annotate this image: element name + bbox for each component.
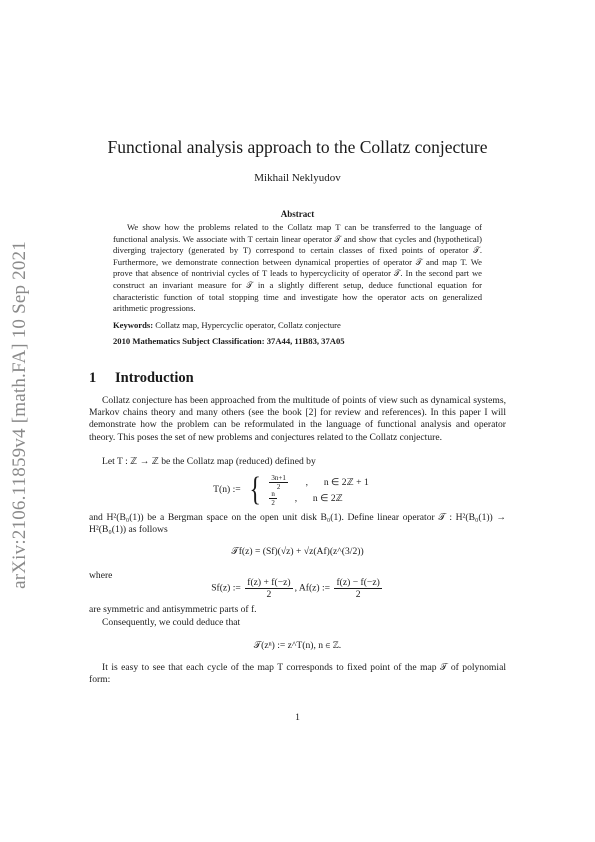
intro-paragraph-3: and H²(B₀(1)) be a Bergman space on the open unit disk B₀(1). Define linear operator 𝒯 : H²(B₀(1)) → H²(B₀(1)) as follows bbox=[89, 512, 506, 536]
msc-label: 2010 Mathematics Subject Classification: bbox=[113, 336, 265, 346]
section-number: 1 bbox=[89, 370, 97, 386]
af-lhs: , Af(z) := bbox=[294, 582, 331, 594]
sym-antisym-equation bbox=[89, 577, 506, 600]
case1-fraction: $\frac{3n+1}{2}$ bbox=[271, 473, 286, 491]
section-title: Introduction bbox=[115, 370, 194, 386]
monomial-equation: 𝒯(zⁿ) := z^T(n), n ∈ ℤ. bbox=[253, 640, 342, 651]
intro-paragraph-5: Consequently, we could deduce that bbox=[102, 617, 241, 628]
page-number: 1 bbox=[295, 712, 300, 723]
collatz-lhs: T(n) := bbox=[213, 484, 241, 496]
paper-title: Functional analysis approach to the Collatz conjecture bbox=[107, 137, 488, 157]
collatz-cases: { $\frac{3n+1}{2}$ , n ∈ 2ℤ + 1 $\frac{n}{2}$ , n ∈ 2ℤ bbox=[243, 474, 382, 506]
keywords bbox=[113, 320, 482, 330]
msc-codes: 37A44, 11B83, 37A05 bbox=[266, 336, 345, 346]
case2-fraction: $\frac{n}{2}$ bbox=[271, 489, 275, 507]
operator-definition: 𝒯f(z) = (Sf)(√z) + √z(Af)(z^(3/2)) bbox=[231, 546, 364, 557]
arxiv-id: arXiv:2106.11859v4 [math.FA] 10 Sep 2021 bbox=[9, 241, 30, 589]
intro-paragraph-6: It is easy to see that each cycle of the map T corresponds to fixed point of the map 𝒯 of polynomial form: bbox=[89, 662, 506, 686]
intro-paragraph-4: are symmetric and antisymmetric parts of f. bbox=[89, 604, 257, 615]
arxiv-sidebar bbox=[0, 235, 40, 595]
af-fraction: $\frac{f(z) - f(-z)}{2}$ bbox=[336, 577, 380, 600]
author-name: Mikhail Neklyudov bbox=[254, 172, 341, 184]
keywords-label: Keywords: bbox=[113, 320, 154, 330]
where-text: where bbox=[89, 570, 113, 581]
sf-lhs: Sf(z) := bbox=[211, 582, 241, 594]
intro-paragraph-1: Collatz conjecture has been approached from the multitude of points of view such as dynamical systems, Markov chains theory and many others (see the book [2] for review and references). In this paper I will demonstrate how the problem can be reformulated in the language of functional analysis and operator theory. This poses the set of new problems and conjectures related to the Collatz conjecture. bbox=[89, 395, 506, 443]
case1-condition: n ∈ 2ℤ + 1 bbox=[323, 476, 369, 488]
keywords-text: Collatz map, Hypercyclic operator, Collatz conjecture bbox=[155, 320, 341, 330]
abstract-heading: Abstract bbox=[280, 209, 315, 219]
collatz-map-equation bbox=[89, 471, 506, 508]
msc-classification bbox=[113, 336, 482, 346]
section-heading bbox=[89, 370, 194, 387]
abstract-text: We show how the problems related to the Collatz map T can be transferred to the language of functional analysis. We associate with T certain linear operator 𝒯 and show that cycles and (hypothetical) diverging trajectory (generated by T) correspond to certain classes of fixed points of operator 𝒯. Furthermore, we demonstrate connection between dynamical properties of operator 𝒯 and map T. We prove that absence of nontrivial cycles of T leads to hypercyclicity of operator 𝒯. In the second part we construct an invariant measure for 𝒯 in a slightly different setup, deduce functional equation for characteristic function of total stopping time and investigate how the operator acts on generalized arithmetic progressions. bbox=[113, 222, 482, 314]
case2-condition: n ∈ 2ℤ bbox=[312, 492, 343, 504]
sf-fraction: $\frac{f(z) + f(-z)}{2}$ bbox=[247, 577, 291, 600]
intro-paragraph-2: Let T : ℤ → ℤ be the Collatz map (reduced) defined by bbox=[102, 456, 316, 467]
